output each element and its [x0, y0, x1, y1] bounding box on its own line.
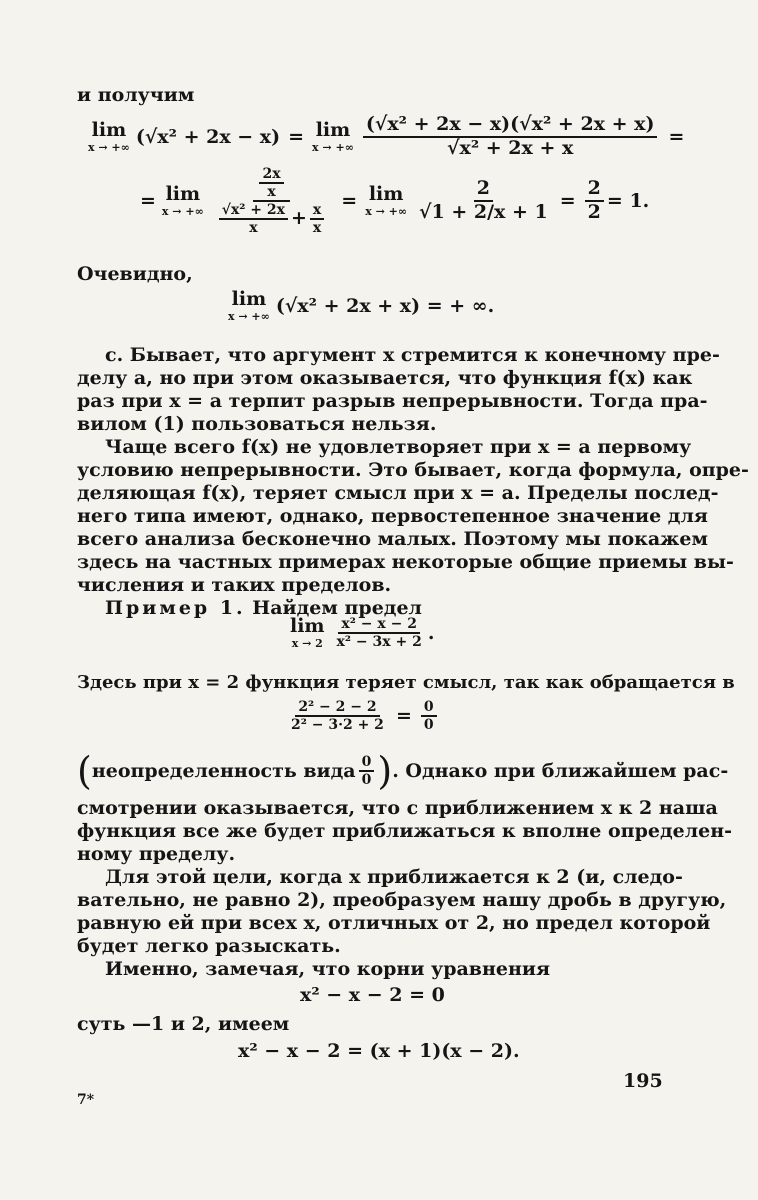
lim-subscript: x → +∞	[312, 140, 354, 154]
eq1-numerator: (√x² + 2x − x)(√x² + 2x + x)	[363, 114, 658, 138]
lim-subscript: x → +∞	[365, 205, 408, 219]
lim-symbol: lim	[91, 118, 127, 141]
indeterminate-tail: . Однако при ближайшем рас-	[392, 760, 729, 782]
text-line: него типа имеют, однако, первостепенное значение для	[77, 505, 708, 527]
text-line: Чаще всего f(x) не удовлетворяет при x = a первому	[105, 436, 692, 458]
eq5-rhs-num: 0	[421, 699, 437, 717]
equation-1: lim x → +∞ (√x² + 2x − x) = lim x → +∞ $\frac{\text{(√x² + 2x − x)(√x² + 2x + x)}}{\text{√x² + 2x + x}}$ =	[88, 113, 685, 159]
eq3-expr: (√x² + 2x + x) = + ∞.	[275, 295, 495, 317]
eq2-end-num: 2	[585, 178, 604, 202]
eq2-mid-num: 2	[474, 178, 493, 202]
indet-den: 0	[361, 772, 372, 788]
text-line: Очевидно,	[77, 263, 193, 285]
eq4-numerator: x² − x − 2	[338, 616, 420, 634]
text-line: ному пределу.	[77, 843, 236, 865]
lim-symbol: lim	[315, 118, 351, 141]
equation-5: $\frac{\text{2² − 2 − 2}}{\text{2² − 3·2 + 2}}$ = $\frac{0}{0}$	[285, 699, 440, 733]
lim-subscript: x → 2	[291, 637, 323, 651]
text-line: деляющая f(x), теряет смысл при x = a. Пределы послед-	[77, 482, 719, 504]
eq2-den-b-den: x	[312, 220, 322, 237]
eq1-lhs: (√x² + 2x − x)	[135, 125, 281, 148]
text-line: вилом (1) пользоваться нельзя.	[77, 413, 437, 435]
eq2-inner-den: x	[267, 184, 276, 201]
eq5-denominator: 2² − 3·2 + 2	[291, 717, 384, 734]
lim-symbol: lim	[290, 615, 325, 638]
equation-2: = lim x → +∞ $\frac{2x}{x}$ $\frac{\text{√x² + 2x}}{x}$ + $\frac{x}{x}$ = lim x → +∞ $\frac{2}{√1 + 2/x + 1}$ = $\frac{2}{2}$ = 1.	[140, 166, 650, 237]
lim-symbol: lim	[368, 183, 404, 206]
page-number: 195	[623, 1070, 663, 1092]
eq2-inner-num: 2x	[259, 166, 283, 184]
eq2-den-b-num: x	[310, 202, 324, 220]
text-line: вательно, не равно 2), преобразуем нашу дробь в другую,	[77, 889, 727, 911]
text-line: раз при x = a терпит разрыв непрерывности. Тогда пра-	[77, 390, 708, 412]
text-line: равную ей при всех x, отличных от 2, но предел которой	[77, 912, 711, 934]
text-line: делу a, но при этом оказывается, что функция f(x) как	[77, 367, 693, 389]
example-text: Найдем предел	[252, 597, 422, 619]
lim-subscript: x → +∞	[88, 140, 130, 154]
equation-3	[228, 290, 494, 322]
eq5-rhs-den: 0	[423, 717, 434, 734]
text-line: здесь на частных примерах некоторые общие приемы вы-	[77, 551, 734, 573]
text-line: Для этой цели, когда x приближается к 2 (и, следо-	[105, 866, 683, 888]
eq2-mid-den: √1 + 2/x + 1	[419, 201, 548, 224]
eq2-result: = 1.	[606, 190, 650, 213]
text-line: Здесь при x = 2 функция теряет смысл, так как обращается в	[77, 672, 735, 693]
equation-4: lim x → 2 $\frac{\text{x² − x − 2}}{\text{x² − 3x + 2}}$ .	[290, 615, 435, 651]
text-line: всего анализа бесконечно малых. Поэтому мы покажем	[77, 528, 708, 550]
lim-symbol: lim	[231, 288, 267, 310]
eq5-numerator: 2² − 2 − 2	[295, 699, 379, 717]
text-line: с. Бывает, что аргумент x стремится к конечному пре-	[105, 344, 720, 366]
eq2-end-den: 2	[587, 201, 601, 224]
eq4-denominator: x² − 3x + 2	[336, 634, 422, 651]
indeterminate-text: неопределенность вида	[91, 760, 356, 782]
lim-subscript: x → +∞	[228, 310, 270, 323]
example-label: Пример 1.	[105, 597, 246, 619]
text-line: ( неопределенность вида $\frac{0}{0}$ ) . Однако при ближайшем рас-	[77, 749, 729, 793]
text-line: Именно, замечая, что корни уравнения	[105, 958, 551, 980]
text-line: суть —1 и 2, имеем	[77, 1013, 290, 1035]
equation-6	[300, 984, 445, 1006]
text-line: смотрении оказывается, что с приближением x к 2 наша	[77, 797, 718, 819]
eq6-expr: x² − x − 2 = 0	[300, 984, 445, 1006]
eq1-denominator: √x² + 2x + x	[447, 136, 574, 159]
text-line: будет легко разыскать.	[77, 935, 341, 957]
lim-symbol: lim	[165, 183, 201, 206]
equation-7	[238, 1040, 520, 1062]
signature-mark: 7*	[77, 1092, 95, 1108]
lim-subscript: x → +∞	[161, 205, 204, 219]
text-line: функция все же будет приближаться к вполне определен-	[77, 820, 732, 842]
eq7-expr: x² − x − 2 = (x + 1)(x − 2).	[238, 1040, 520, 1062]
indet-num: 0	[359, 754, 375, 772]
text-line: условию непрерывности. Это бывает, когда формула, опре-	[77, 459, 749, 481]
text-line: и получим	[77, 84, 195, 106]
text-line: числения и таких пределов.	[77, 574, 392, 596]
eq2-den-a-den: x	[249, 220, 258, 237]
eq2-den-a-num: √x² + 2x	[219, 202, 288, 220]
